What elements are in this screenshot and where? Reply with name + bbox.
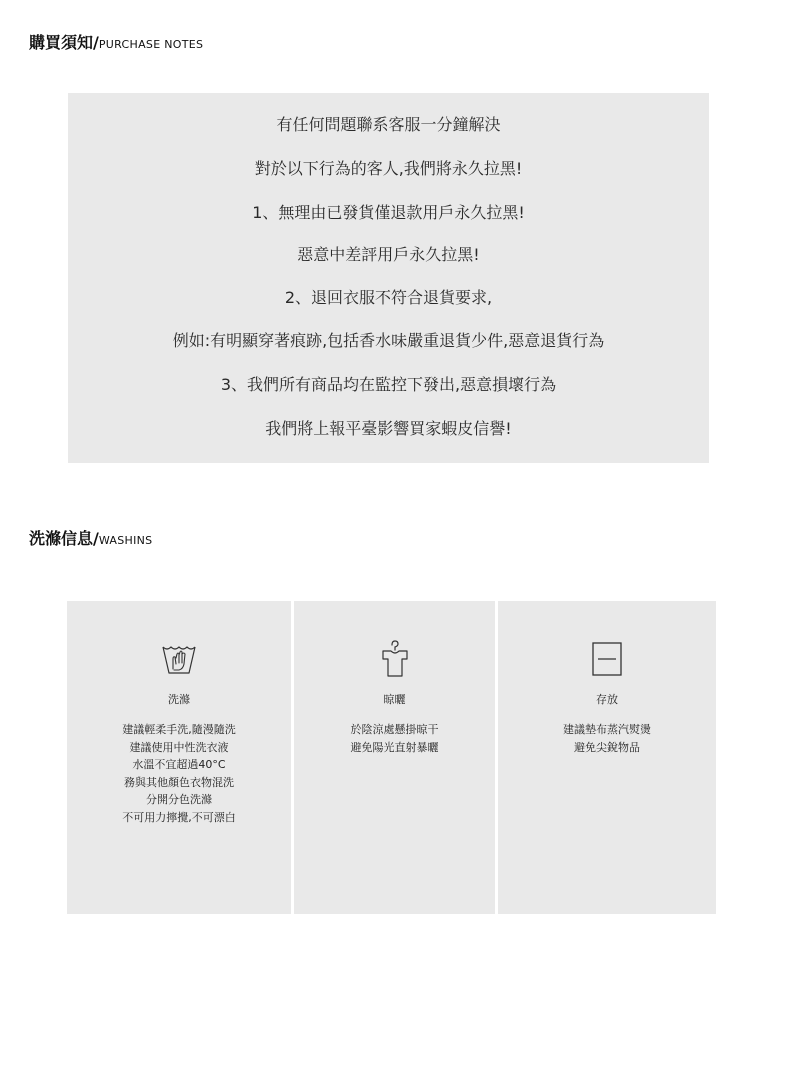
washing-info-title-en: WASHINS — [98, 534, 153, 547]
dry-instruction-line: 避免陽光直射暴曬 — [350, 740, 439, 754]
wash-instructions — [67, 721, 291, 826]
storage-panel — [498, 601, 716, 914]
storage-instruction-line: 建議墊布蒸汽熨燙 — [563, 723, 651, 736]
purchase-notes-heading — [29, 33, 203, 55]
notes-line: 我們將上報平臺影響買家蝦皮信譽! — [265, 419, 512, 438]
storage-label: 存放 — [596, 693, 618, 706]
washing-info-title-cn: 洗滌信息 — [29, 529, 94, 548]
notes-line: 2、退回衣服不符合退貨要求, — [284, 288, 493, 307]
hand-wash-icon — [159, 639, 199, 679]
storage-instruction-line: 避免尖銳物品 — [574, 740, 640, 754]
wash-instruction-line: 分開分色洗滌 — [146, 793, 212, 806]
wash-instruction-line: 水溫不宜超過40°C — [132, 758, 226, 771]
notes-line: 有任何問題聯系客服一分鐘解決 — [276, 115, 501, 134]
dry-panel — [294, 601, 495, 914]
wash-instruction-line: 不可用力擰攪,不可漂白 — [122, 810, 236, 824]
wash-instruction-line: 務與其他顏色衣物混洗 — [124, 775, 234, 789]
hang-dry-icon — [375, 639, 415, 679]
notes-line: 對於以下行為的客人,我們將永久拉黑! — [254, 159, 523, 178]
purchase-notes-title-en: PURCHASE NOTES — [98, 38, 204, 51]
wash-instruction-line: 建議使用中性洗衣液 — [129, 740, 229, 754]
purchase-notes-box — [68, 93, 709, 463]
wash-instruction-line: 建議輕柔手洗,隨漫隨洗 — [122, 723, 236, 736]
dry-instructions — [294, 721, 495, 756]
wash-label: 洗滌 — [168, 693, 190, 706]
washing-info-title-separator: / — [93, 529, 99, 548]
dry-label: 晾曬 — [383, 693, 406, 706]
notes-line: 例如:有明顯穿著痕跡,包括香水味嚴重退貨少件,惡意退貨行為 — [172, 331, 605, 350]
notes-line: 惡意中差評用戶永久拉黑! — [297, 245, 480, 264]
wash-panel — [67, 601, 291, 914]
notes-line: 1、無理由已發貨僅退款用戶永久拉黑! — [252, 203, 525, 222]
washing-panels — [67, 601, 716, 914]
storage-icon — [587, 639, 627, 679]
purchase-notes-title-cn: 購買須知 — [29, 33, 94, 52]
storage-instructions — [498, 721, 716, 756]
dry-instruction-line: 於陰涼處懸掛晾干 — [350, 723, 439, 736]
notes-line: 3、我們所有商品均在監控下發出,惡意損壞行為 — [220, 375, 557, 394]
purchase-notes-title-separator: / — [93, 33, 99, 52]
washing-info-heading — [29, 529, 152, 551]
